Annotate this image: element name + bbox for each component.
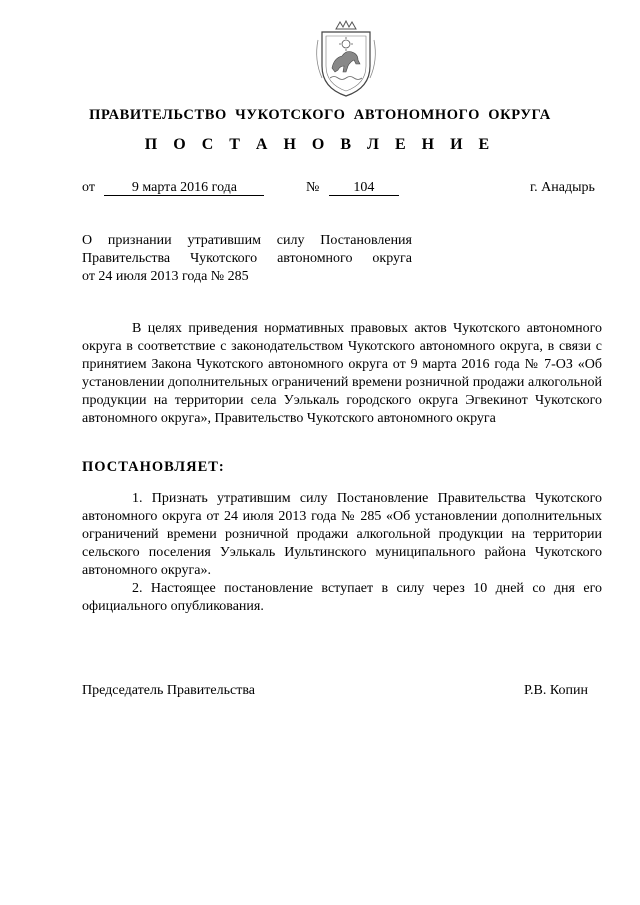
chukotka-coat-of-arms-icon <box>310 20 382 100</box>
preamble-paragraph: В целях приведения нормативных правовых актов Чукотского автономного округа в соответствие с законодательством Чукотского автономного округа, в связи с принятием Закона Чукотского автономного округа от 9 марта 2016 года № 7-ОЗ «Об установлении дополнительных ограничений времени розничной продажи алкогольной продукции на территории села Уэлькаль городского округа Эгвекинот Чукотского автономного округа», Правительство Чукотского автономного округа <box>82 321 602 426</box>
decree-heading: ПОСТАНОВЛЯЕТ: <box>82 459 225 475</box>
government-title: ПРАВИТЕЛЬСТВО ЧУКОТСКОГО АВТОНОМНОГО ОКРУГА <box>89 107 551 123</box>
item-1-paragraph: 1. Признать утратившим силу Постановление Правительства Чукотского автономного округа от 24 июля 2013 года № 285 «Об установлении дополнительных ограничений времени розничной продажи алкогольной продукции на территории сельского поселения Уэлькаль Иультинского муниципального района Чукотского автономного округа». <box>82 491 602 578</box>
signer-name: Р.В. Копин <box>524 683 588 698</box>
item-2-paragraph: 2. Настоящее постановление вступает в силу через 10 дней со дня его официального опубликования. <box>82 581 602 614</box>
signer-position: Председатель Правительства <box>82 683 255 698</box>
date-value: 9 марта 2016 года <box>104 180 264 196</box>
date-field <box>82 180 264 196</box>
document-subject <box>82 232 412 286</box>
city: г. Анадырь <box>530 180 595 195</box>
document-type: П О С Т А Н О В Л Е Н И Е <box>144 136 496 153</box>
subject-line: Правительства Чукотского автономного округа <box>82 251 412 266</box>
number-value: 104 <box>329 180 399 196</box>
subject-line: О признании утратившим силу Постановления <box>82 233 412 248</box>
number-field <box>306 180 399 196</box>
number-prefix: № <box>306 180 320 195</box>
subject-line: от 24 июля 2013 года № 285 <box>82 269 249 284</box>
date-prefix: от <box>82 180 95 195</box>
